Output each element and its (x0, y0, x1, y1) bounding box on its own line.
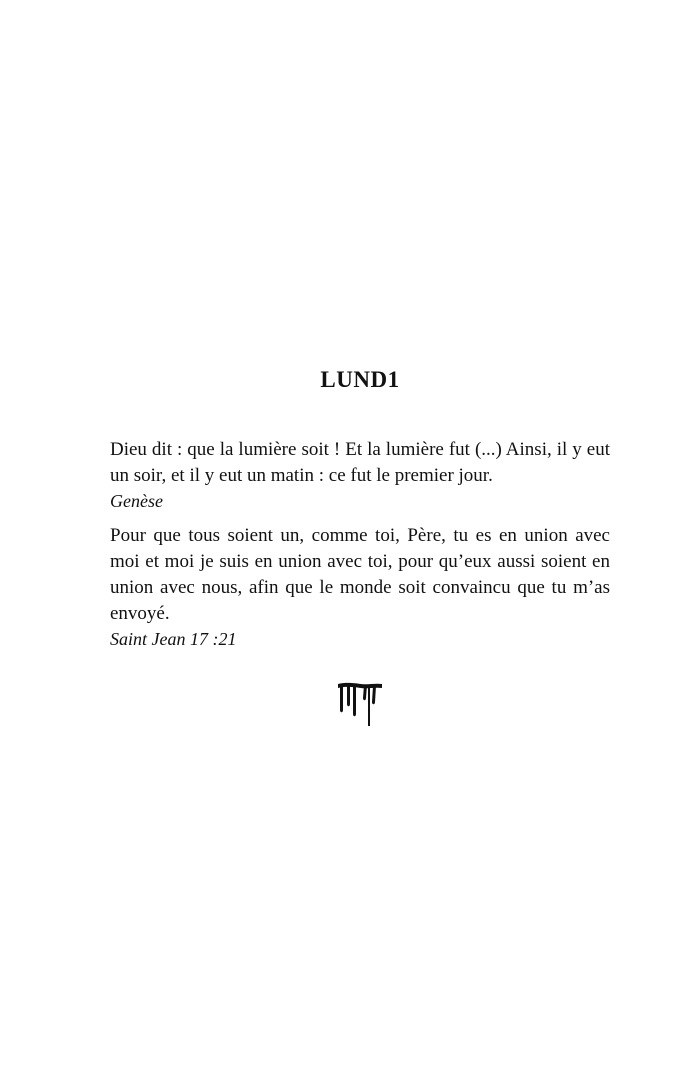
quote-block (110, 437, 610, 513)
quote-source: Saint Jean 17 :21 (110, 629, 237, 649)
page-title: LUND1 (320, 367, 400, 392)
quote-block (110, 523, 610, 651)
quote-text: Dieu dit : que la lumière soit ! Et la lumière fut (...) Ainsi, il y eut un soir, et il y eut un matin : ce fut le premier jour. (110, 439, 610, 486)
monogram-ornament-icon (335, 680, 385, 728)
quote-text: Pour que tous soient un, comme toi, Père, tu es en union avec moi et moi je suis en union avec toi, pour qu’eux aussi soient en union avec nous, afin que le monde soit convaincu que tu m’as envoyé. (110, 525, 610, 624)
quote-source: Genèse (110, 491, 163, 511)
